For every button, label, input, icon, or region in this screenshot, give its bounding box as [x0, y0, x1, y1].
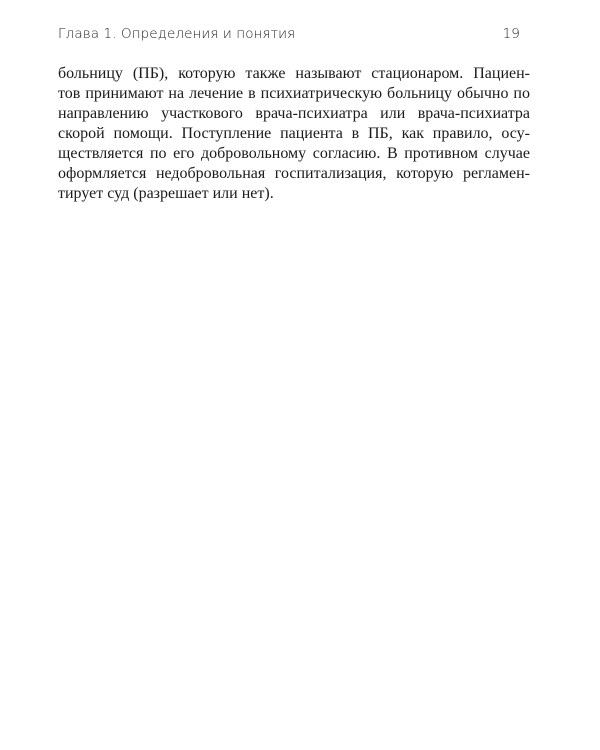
text-line: ществляется по его добровольному согласию. В противном случае — [58, 145, 530, 162]
chapter-title: Глава 1. Определения и понятия — [58, 26, 296, 42]
text-line: направлению участкового врача-психиатра или врача-психиатра — [58, 105, 530, 122]
running-header — [58, 26, 520, 46]
text-line: скорой помощи. Поступление пациента в ПБ, как правило, осу- — [58, 125, 530, 142]
page-number: 19 — [502, 26, 520, 42]
text-line: больницу (ПБ), которую также называют стационаром. Пациен- — [58, 65, 530, 82]
text-line: тов принимают на лечение в психиатрическую больницу обычно по — [58, 85, 530, 102]
text-line: тирует суд (разрешает или нет). — [58, 185, 274, 202]
text-line: оформляется недобровольная госпитализация, которую регламен- — [58, 165, 530, 182]
body-paragraph — [58, 64, 530, 204]
